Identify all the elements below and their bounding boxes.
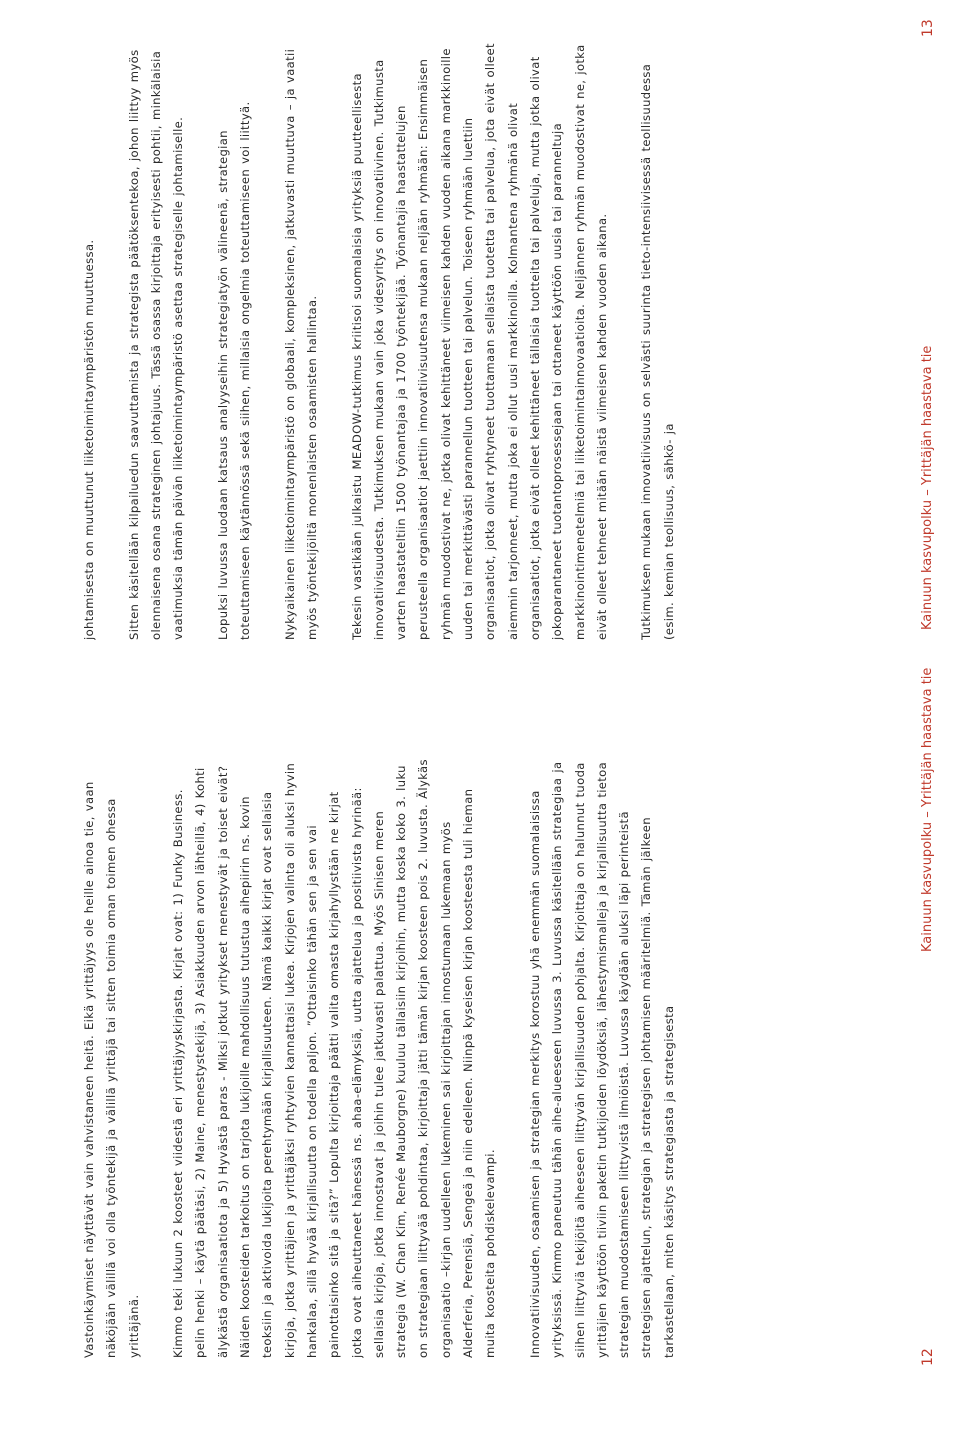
right-paragraph-2: Sitten käsitellään kilpailuedun saavuttamista ja strategista päätöksentekoa, johon liittyy myös olennaisena osana strateginen johtajuus. Tässä osassa kirjoittaja erityisesti pohtii, minkälaisia vaatimuksia tämän päivän liiketoimintaympäristö asettaa strategiselle johtamiselle.: [126, 49, 186, 640]
left-paragraph-1: Vastoinkäymiset näyttävät vain vahvistaneen heitä. Eikä yrittäjyys ole heille ainoa tie, vaan näköjään välillä voi olla työntekijä ja välillä yrittäjä tai sitten toimia oman toimen ohessa yrittäjänä.: [82, 781, 141, 1358]
left-paragraph-3: Innovatiivisuuden, osaamisen ja strategian merkitys korostuu yhä enemmän suomalaisissa yrityksissä. Kimmo paneutuu tähän aihe-alueeseen luvussa 3. Luvussa käsitellään strategiaa ja siihen liittyviä tekijöitä aiheeseen liittyvän kirjallisuuden pohjalta. Kirjoittaja on halunnut tuoda yrittäjien käyttöön tiiviin paketin tutkijoiden löydöksiä, lähestymismalleja ja kirjallisuutta tietoa strategian muodostamiseen liittyvistä ilmiöistä. Luvussa käydään aluksi läpi perinteistä strategisen ajattelun, strategian ja strategisen johtamisen määritelmiä. Tämän jälkeen tarkastellaan, miten käsitys strategiasta ja strategisesta: [527, 761, 676, 1358]
right-page-text-column: [78, 40, 898, 640]
right-paragraph-3: Lopuksi luvussa luodaan katsaus analyyseihin strategiatyön välineenä, strategian toteuttamiseen käytännössä sekä siihen, millaisia ongelmia toteuttamiseen voi liittyä.: [215, 101, 253, 640]
right-paragraph-6: Tutkimuksen mukaan innovatiivisuus on selvästi suurinta tieto-intensiivisessä teollisuudessa (esim. kemian teollisuus, sähkö- ja: [639, 63, 676, 640]
right-paragraph-5: Tekesin vastikään julkaistu MEADOW-tutkimus kriitisoi suomalaisia yrityksiä puutteellisesta innovatiivisuudesta. Tutkimuksen mukaan vain joka videsyritys on innovatiivinen. Tutkimusta varten haastateltiin 1500 työnantajaa ja 1700 työntekijää. Työnantajia haastattelujen perusteella organisaatiot jaettiin innovatiivisuutensa mukaan neljään ryhmään: Ensimmäisen ryhmän muodostivat ne, jotka olivat kehittäneet viimeisen kahden vuoden aikana markkinoille uuden tai merkittävästi parannellun tuotteen tai palvelun. Toiseen ryhmään luettiin organisaatiot, jotka olivat ryhtyneet tuottamaan sellaista tuotetta tai palvelua, jota eivät olleet aiemmin tarjonneet, mutta joka ei ollut uusi markkinoilla. Kolmantena ryhmänä olivat organisaatiot, jotka eivät olleet kehittäneet tällaisia tuotteita tai palveluja, mutta jotka olivat jokoparantaneet tuotantoprosessejaan tai ottaneet käyttöön uusia tai paranneltuja markkinointimenetelmiä tai liiketoimintainnovaatioita. Neljännen ryhmän muodostivat ne, jotka eivät olleet tehneet mitään näistä viimeisen kahden vuoden aikana.: [349, 43, 609, 640]
left-footer-title: Kainuun kasvupolku – Yrittäjän haastava tie: [920, 667, 935, 952]
right-paragraph-1: johtamisesta on muuttunut liiketoimintaympäristön muuttuessa.: [82, 239, 96, 640]
left-page-number: 12: [920, 1348, 936, 1366]
right-paragraph-4: Nykyaikainen liiketoimintaympäristö on globaali, kompleksinen, jatkuvasti muuttuva – ja vaatii myös työntekijöiltä monenlaisten osaamisten hallintaa.: [282, 48, 319, 640]
right-page-number: 13: [920, 19, 936, 37]
left-paragraph-2: Kimmo teki lukuun 2 koosteet viidestä eri yrittäjyyskirjasta. Kirjat ovat: 1) Funky Business. pelin henki – käytä päätäsi, 2) Maine, menestystekijä, 3) Asiakkuuden arvon lähteillä, 4) Kohti älykästä organisaatiota ja 5) Hyvästä paras - Miksi jotkut yritykset menestyvät ja toiset eivät? Näiden koosteiden tarkoitus on tarjota lukijoille mahdollisuus tutustua aihepiirin ns. kovin teoksiin ja aktivoida lukijoita perehtymään kirjallisuuteen. Nämä kaikki kirjat ovat sellaisia kirjoja, jotka yrittäjien ja yrittäjäksi ryhtyvien kannattaisi lukea. Kirjojen valinta oli aluksi hyvin hankalaa, sillä hyvää kirjallisuutta on todella paljon. ”Ottaisinko tähän sen ja sen vai painottaisinko sitä ja sitä?” Lopulta kirjoittaja päätti valita omasta kirjahyllystään ne kirjat jotka ovat aiheuttaneet hänessä ns. ahaa-elämyksiä, uutta ajattelua ja positiivista hyrinää: sellaisia kirjoja, jotka innostavat ja joihin tulee jatkuvasti palattua. Myös Sinisen meren strategia (W. Chan Kim, Renée Mauborgne) kuuluu tällaisiin kirjoihin, mutta koska koko 3. luku on strategiaan liittyvää pohdintaa, kirjoittaja jätti tämän kirjan koosteen pois 2. luvusta. Älykäs organisaatio –kirjan uudelleen lukeminen sai kirjoittajan innostumaan lukemaan myös Alderferia, Perensiä, Sengeä ja niin edelleen. Niinpä kyseisen kirjan koosteesta tuli hieman muita koosteita pohdiskelevampi.: [171, 759, 498, 1358]
right-footer-title: Kainuun kasvupolku – Yrittäjän haastava tie: [920, 345, 935, 630]
left-page-text-column: [78, 758, 898, 1358]
